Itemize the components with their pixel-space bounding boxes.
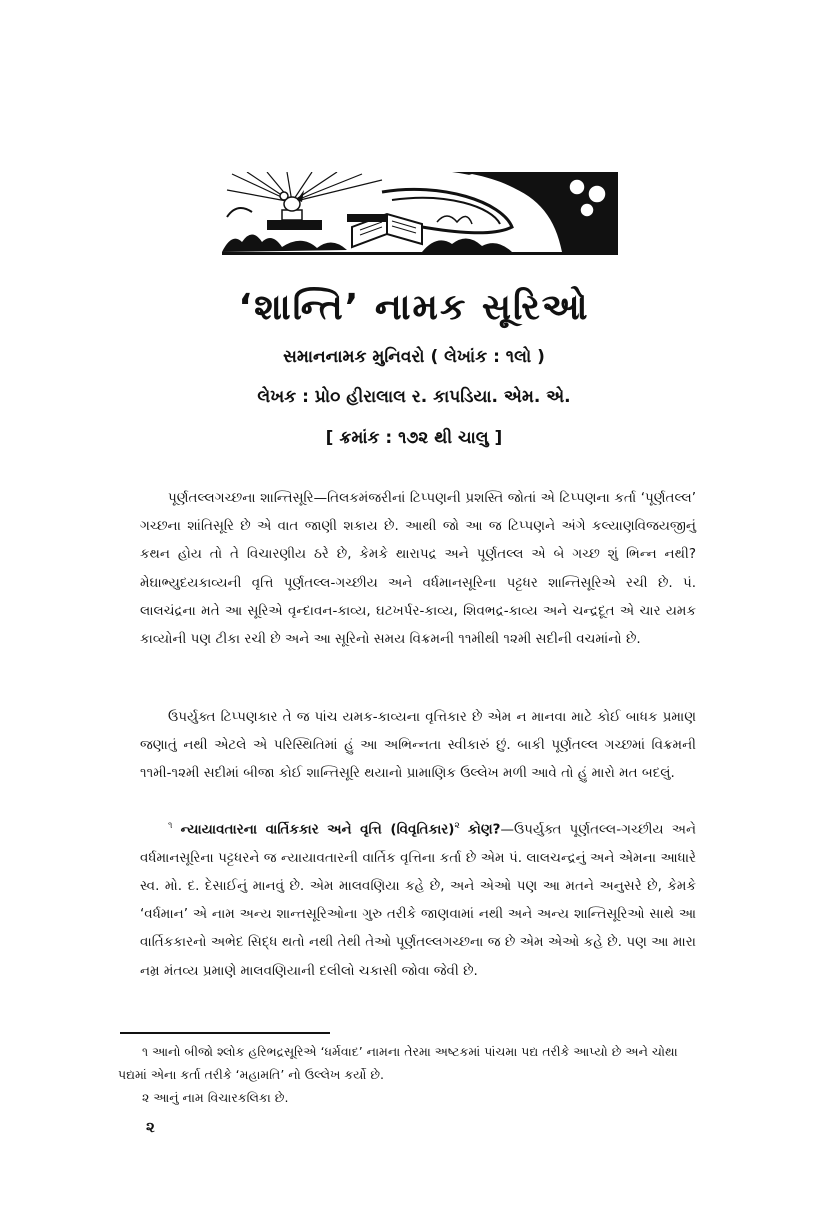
- body-paragraph-1: [140, 484, 696, 653]
- section-number: ૧: [168, 821, 173, 831]
- footnote-number: ૧: [142, 1044, 149, 1059]
- paragraph-text: પૂર્ણતલ્લગચ્છના શાન્તિસૂરિ—તિલકમંજરીનાં ટિપ્પણની પ્રશસ્તિ જોતાં એ ટિપ્પણના કર્તા ‘પૂર્ણતલ્લ’ ગચ્છના શાંતિસૂરિ છે એ વાત જાણી શકાય છે. આથી જો આ જ ટિપ્પણને અંગે કલ્યાણવિજયજીનું કથન હોય તો તે વિચારણીય ઠરે છે, કેમકે થારાપદ્ર અને પૂર્ણતલ્લ એ બે ગચ્છ શું ભિન્ન નથી? મેઘાભ્યુદયકાવ્યની વૃત્તિ પૂર્ણતલ્લ-ગચ્છીય અને વર્ધમાનસૂરિના પટ્ટધર શાન્તિસૂરિએ રચી છે. પં. લાલચંદ્રના મતે આ સૂરિએ વૃન્દાવન-કાવ્ય, ઘટખર્પર-કાવ્ય, શિવભદ્ર-કાવ્ય અને ચન્દ્રદૂત એ ચાર યમક કાવ્યોની પણ ટીકા રચી છે અને આ સૂરિનો સમય વિક્રમની ૧૧મીથી ૧૨મી સદીની વચમાંનો છે.: [140, 490, 696, 648]
- paragraph-text: ઉપર્યુક્ત ટિપ્પણકાર તે જ પાંચ યમક-કાવ્યના વૃત્તિકાર છે એમ ન માનવા માટે કોઈ બાધક પ્રમાણ જણાતું નથી એટલે એ પરિસ્થિતિમાં હું આ અભિન્નતા સ્વીકારું છું. બાકી પૂર્ણતલ્લ ગચ્છમાં વિક્રમની ૧૧મી-૧૨મી સદીમાં બીજા કોઈ શાન્તિસૂરિ થયાનો પ્રામાણિક ઉલ્લેખ મળી આવે તો હું મારો મત બદલું.: [140, 709, 696, 782]
- footnotes: [118, 1040, 698, 1109]
- footnote-number: ૨: [142, 1090, 150, 1105]
- article-title: ‘શાન્તિ’ નામક સૂરિઓ: [238, 287, 590, 328]
- footnote-text: આનું નામ વિચારકલિકા છે.: [153, 1090, 289, 1105]
- body-paragraph-2: [140, 703, 696, 788]
- section-question: કોણ?: [467, 821, 501, 838]
- footnote-1: [118, 1040, 698, 1086]
- body-paragraph-3: [140, 812, 696, 985]
- paragraph-text-with-heading: [140, 812, 696, 985]
- section-heading: ન્યાયાવતારના વાર્તિકકાર અને વૃત્તિ (વિવૃતિકાર): [180, 821, 455, 838]
- article-subtitle: સમાનનામક મુનિવરો ( લેખાંક : ૧લો ): [283, 347, 545, 367]
- decorative-banner-illustration: [222, 172, 618, 255]
- paragraph-body: —ઉપર્યુક્ત પૂર્ણતલ્લ-ગચ્છીય અને વર્ધમાનસૂરિના પટ્ટધરને જ ન્યાયાવતારની વાર્તિક વૃત્તિના કર્તા છે એમ પં. લાલચન્દ્રનું અને એમના આધારે સ્વ. મો. દ. દેસાઈનું માનવું છે. એમ માલવણિયા કહે છે, અને એઓ પણ આ મતને અનુસરે છે, કેમકે ‘વર્ધમાન’ એ નામ અન્ય શાન્તસૂરિઓના ગુરુ તરીકે જાણવામાં નથી અને અન્ય શાન્તિસૂરિઓ સાથે આ વાર્તિકકારનો અભેદ સિદ્ધ થતો નથી તેથી તેઓ પૂર્ણતલ્લગચ્છના જ છે એમ એઓ કહે છે. પણ આ મારા નમ્ર મંતવ્ય પ્રમાણે માલવણિયાની દલીલો ચકાસી જોવા જેવી છે.: [140, 821, 697, 979]
- continuation-note: [ ક્રમાંક : ૧૭૨ થી ચાલુ ]: [325, 428, 503, 448]
- footnote-ref-2: ૨: [454, 821, 460, 831]
- footnote-divider: [120, 1032, 330, 1034]
- footnote-text: આનો બીજો શ્લોક હરિભદ્રસૂરિએ ‘ધર્મવાદ’ નામના તેરમા અષ્ટકમાં પાંચમા પદ્ય તરીકે આપ્યો છે અને ચોથા પદ્યમાં એના કર્તા તરીકે ‘મહામતિ’ નો ઉલ્લેખ કર્યો છે.: [118, 1044, 678, 1082]
- author-line: લેખક : પ્રો૦ હીરાલાલ ર. કાપડિયા. એમ. એ.: [257, 387, 571, 407]
- page-number: ૨: [146, 1118, 155, 1136]
- footnote-2: [118, 1086, 698, 1109]
- woodcut-illustration-icon: [222, 172, 618, 252]
